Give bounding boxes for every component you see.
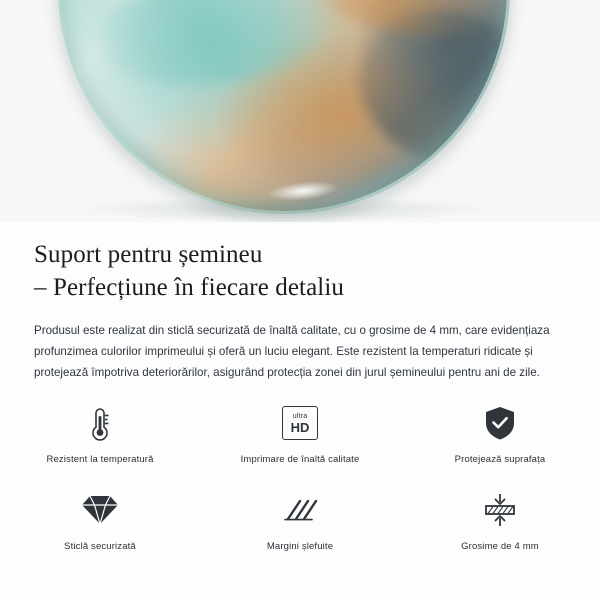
feature-item-polished-edges (200, 487, 400, 552)
round-glass-panel-image (58, 0, 510, 214)
ultra-hd-badge-top: ultra (292, 412, 308, 420)
hero-image (0, 0, 600, 222)
feature-item-thickness (400, 487, 600, 552)
feature-label: Imprimare de înaltă calitate (240, 454, 360, 465)
feature-label: Protejează suprafața (454, 454, 546, 465)
ultra-hd-badge-bottom: HD (290, 419, 310, 435)
feature-item-temperature (0, 400, 200, 465)
page-title (0, 222, 600, 304)
diamond-icon (77, 487, 123, 533)
glass-edge-rim (58, 0, 510, 214)
shield-check-icon (477, 400, 523, 446)
feature-item-surface-protection (400, 400, 600, 465)
polished-edges-icon (277, 487, 323, 533)
ultra-hd-icon (277, 400, 323, 446)
feature-label: Sticlă securizată (64, 541, 136, 552)
headline-line-1: Suport pentru șemineu (34, 241, 263, 268)
thermometer-icon (77, 400, 123, 446)
feature-label: Rezistent la temperatură (46, 454, 154, 465)
feature-label: Grosime de 4 mm (461, 541, 539, 552)
feature-grid (0, 400, 600, 552)
feature-item-tempered-glass (0, 487, 200, 552)
headline-line-2: – Perfecțiune în fiecare detaliu (34, 274, 344, 301)
content-block (0, 222, 600, 383)
hero-drop-shadow (80, 196, 490, 222)
description-paragraph: Produsul este realizat din sticlă securizată de înaltă calitate, cu o grosime de 4 mm, care evidențiaza profunzimea culorilor imprimeului și oferă un luciu elegant. Este rezistent la temperaturi ridicate și protejează împotriva deteriorărilor, asigurând protecția zonei din jurul șemineului pentru ani de zile. (34, 324, 550, 379)
feature-item-print-quality (200, 400, 400, 465)
feature-label: Margini șlefuite (266, 541, 334, 552)
thickness-icon (477, 487, 523, 533)
